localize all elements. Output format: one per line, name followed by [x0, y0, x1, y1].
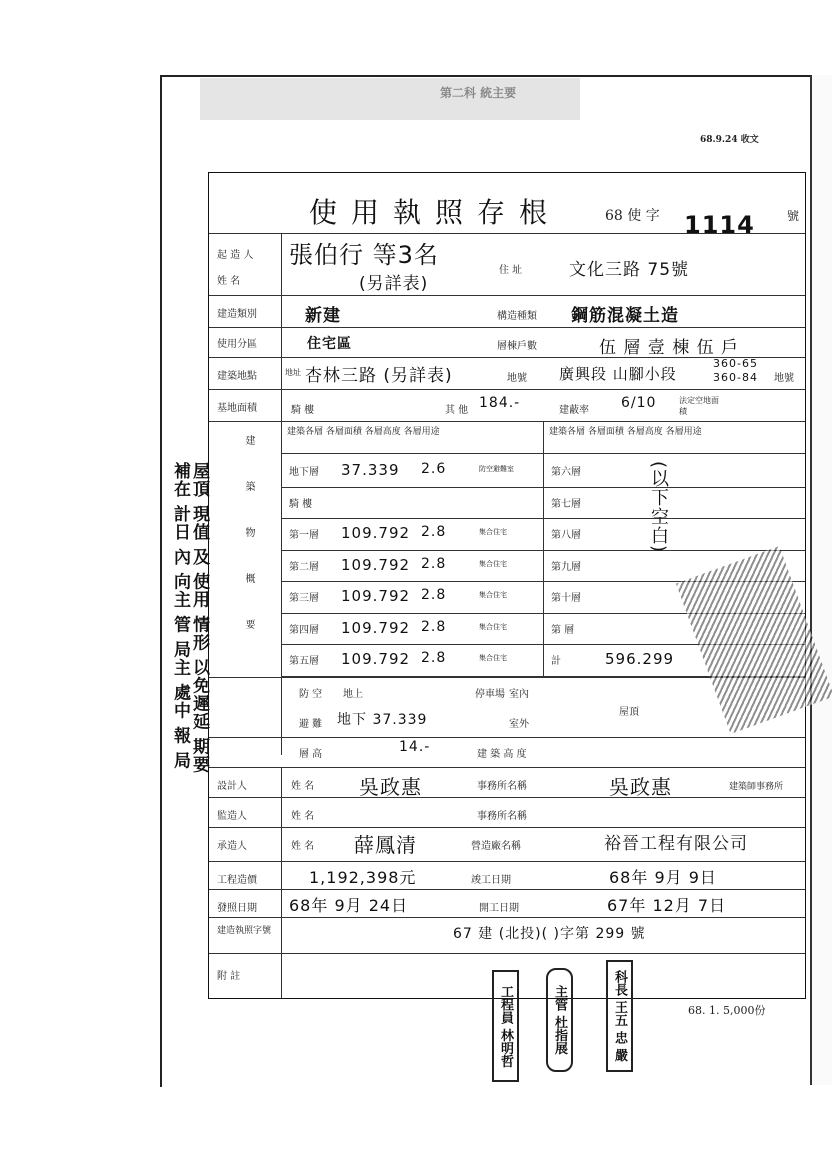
floor-right-name: 第 層: [551, 624, 575, 636]
cost-label: 工程造價: [217, 875, 257, 886]
floor-left-height: 2.6: [421, 461, 447, 477]
margin-note: 屋頂 現值 及 使用 情形 以免遲延 期要 補在 計日 內 向主 管 局主 處中 報 局: [170, 462, 209, 774]
building-height-label: 建 築 高 度: [477, 749, 527, 760]
finish-value: 68年 9月 9日: [609, 868, 717, 887]
parking-label: 停車場: [475, 689, 505, 700]
parking-out: 室外: [509, 719, 529, 730]
defense-ground: 地上: [343, 689, 363, 700]
land-area-other-label: 其 他: [445, 405, 469, 416]
structure-label: 構造種類: [497, 311, 537, 322]
land-area-other-value: 184.-: [479, 395, 521, 411]
cost-value: 1,192,398元: [309, 868, 417, 887]
zone-value: 住宅區: [307, 336, 352, 352]
land-area-arcade-label: 騎 樓: [291, 405, 315, 416]
site-lot-value: 廣興段 山腳小段: [559, 365, 677, 383]
blank-note: (以下空白): [648, 461, 669, 554]
site-lot-suffix: 地號: [774, 373, 794, 384]
contractor-label: 承造人: [217, 841, 247, 852]
site-lot-label: 地號: [507, 373, 527, 384]
contractor-firm-value: 裕晉工程有限公司: [604, 834, 748, 854]
floor-left-area: 109.792: [341, 524, 411, 542]
adjacent-page-edge: [810, 75, 832, 1085]
floor-left-height: 2.8: [421, 650, 447, 666]
floor-left-name: 第五層: [289, 656, 319, 667]
address-value: 文化三路 75號: [569, 260, 690, 280]
households-value: 伍 層 壹 棟 伍 戶: [599, 338, 740, 358]
issue-label: 發照日期: [217, 903, 257, 914]
site-lot-numbers: 360-65 360-84: [713, 357, 758, 384]
coverage-value: 6/10: [621, 395, 657, 411]
floor-left-name: 第三層: [289, 593, 319, 604]
site-value: 杏林三路 (另詳表): [305, 366, 453, 386]
designer-label: 設計人: [217, 781, 247, 792]
legal-space-label: 法定空地面積: [679, 396, 719, 416]
floor-right-area: 596.299: [605, 650, 675, 668]
seal-chief: 主管 杜指展: [546, 968, 573, 1072]
floor-left-area: 37.339: [341, 461, 400, 479]
contractor-firm-label: 營造廠名稱: [471, 841, 521, 852]
address-label: 住 址: [499, 265, 523, 276]
land-area-label: 基地面積: [217, 403, 257, 414]
permit-number: 1114: [684, 211, 755, 239]
floor-left-height: 2.8: [421, 555, 447, 572]
floor-right-name: 計: [551, 656, 561, 667]
defense-under-value: 地下 37.339: [337, 712, 428, 728]
floors-header-right: 建築各層 各層面積 各層高度 各層用途: [549, 427, 702, 437]
floor-right-name: 第九層: [551, 561, 581, 573]
start-value: 67年 12月 7日: [607, 896, 727, 915]
supervisor-office-label: 事務所名稱: [477, 811, 527, 822]
top-stamp-area: [200, 78, 580, 120]
defense-label: 防 空: [299, 689, 323, 700]
note-label: 附 註: [217, 971, 241, 982]
floor-left-height: 2.8: [421, 618, 447, 635]
coverage-label: 建蔽率: [559, 405, 589, 416]
floor-left-area: 109.792: [341, 587, 411, 605]
site-label: 建築地點: [217, 371, 257, 382]
parking-in: 室內: [509, 689, 529, 700]
floor-left-use: 集合住宅: [479, 528, 507, 536]
floor-left-height: 2.8: [421, 524, 447, 540]
households-label: 層棟戶數: [497, 341, 537, 352]
floor-left-name: 第二層: [289, 561, 319, 573]
permit-year: 68 使 字: [605, 208, 660, 224]
floor-left-use: 集合住宅: [479, 654, 507, 662]
roof-label: 屋頂: [619, 707, 639, 718]
floor-left-name: 地下層: [289, 467, 319, 478]
floor-left-use: 集合住宅: [479, 622, 507, 631]
floor-left-name: 騎 樓: [289, 498, 313, 510]
supervisor-label: 監造人: [217, 811, 247, 822]
zone-label: 使用分區: [217, 339, 257, 350]
supervisor-name-label: 姓 名: [291, 811, 315, 822]
top-stamp-text: 第二科 統主要: [440, 86, 517, 100]
builder-value: 張伯行 等3名: [289, 241, 439, 269]
floor-left-height: 2.8: [421, 587, 447, 603]
floor-right-name: 第十層: [551, 593, 581, 604]
floor-height-label: 層 高: [299, 749, 323, 760]
floor-left-name: 第四層: [289, 624, 319, 636]
builder-label: 起 造 人 姓 名: [217, 250, 254, 287]
floor-right-name: 第八層: [551, 530, 581, 541]
seal-engineer: 工程員 林明哲: [492, 970, 519, 1082]
structure-value: 鋼筋混凝土造: [571, 306, 679, 326]
start-label: 開工日期: [479, 903, 519, 914]
floor-left-use: 集合住宅: [479, 591, 507, 599]
top-right-stamp: [600, 125, 800, 175]
permit-label: 建造執照字號: [217, 926, 272, 936]
designer-value: 吳政惠: [359, 775, 422, 799]
building-type-value: 新建: [305, 306, 341, 326]
designer-office-suffix: 建築師事務所: [729, 782, 784, 792]
form-title: 使用執照存根: [309, 196, 562, 229]
floors-header-left: 建築各層 各層面積 各層高度 各層用途: [287, 427, 440, 437]
builder-value-2: (另詳表): [359, 274, 429, 294]
defense-under-label: 避 難: [299, 719, 323, 730]
site-sub-label: 地址: [285, 368, 301, 377]
contractor-value: 薛鳳清: [354, 833, 417, 857]
floor-left-name: 第一層: [289, 530, 319, 541]
finish-label: 竣工日期: [471, 875, 511, 886]
floor-left-area: 109.792: [341, 555, 411, 574]
building-overview-label: 建築物概要: [243, 435, 254, 665]
top-right-stamp-text: 68.9.24 收文: [700, 135, 759, 145]
designer-office-label: 事務所名稱: [477, 781, 527, 792]
floor-left-use: 集合住宅: [479, 559, 507, 568]
floor-height-value: 14.-: [399, 739, 431, 755]
floor-left-area: 109.792: [341, 618, 411, 637]
print-info: 68. 1. 5,000份: [688, 1004, 766, 1017]
seal-section-head: 科長 王五 忠 嚴: [606, 960, 633, 1072]
floor-left-area: 109.792: [341, 650, 411, 668]
issue-value: 68年 9月 24日: [289, 896, 409, 915]
designer-name-label: 姓 名: [291, 781, 315, 792]
floor-right-name: 第七層: [551, 498, 581, 510]
designer-office-value: 吳政惠: [609, 775, 672, 799]
building-type-label: 建造類別: [217, 309, 257, 320]
floor-right-name: 第六層: [551, 467, 581, 478]
permit-number-suffix: 號: [787, 209, 800, 223]
floor-left-use: 防空避難室: [479, 465, 514, 473]
permit-value: 67 建 (北投)( )字第 299 號: [453, 926, 646, 942]
contractor-name-label: 姓 名: [291, 841, 315, 852]
